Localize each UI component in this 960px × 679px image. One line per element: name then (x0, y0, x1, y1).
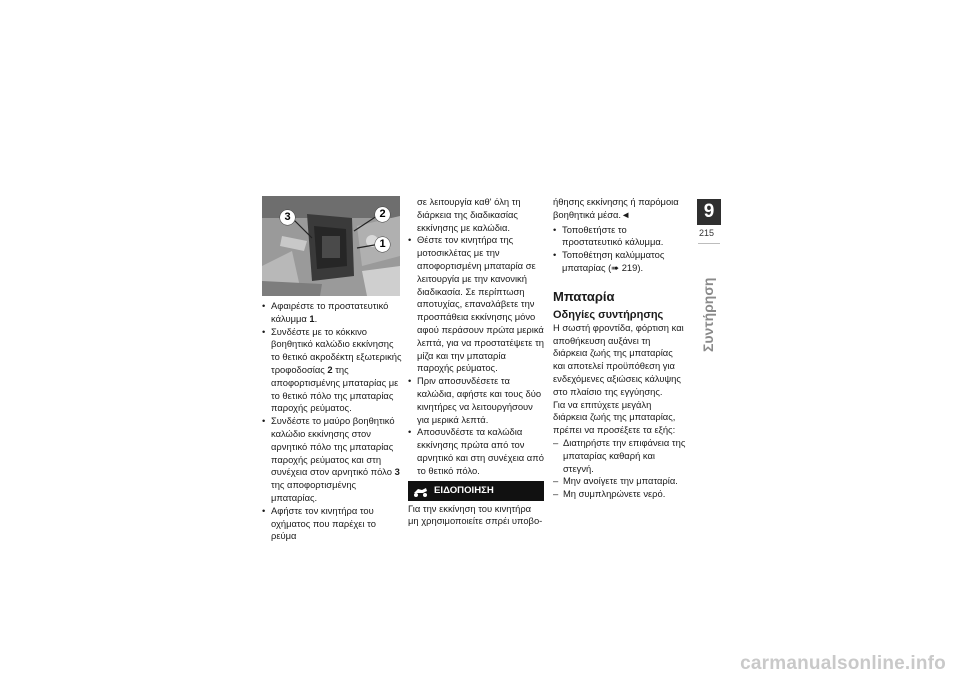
chapter-title: Συντήρηση (700, 277, 716, 352)
list-item: • Συνδέστε το μαύρο βοηθητικό καλώδιο εκκίνησης στον αρνητικό πόλο της μπαταρίας παροχής ρεύματος και στη συνέχεια στον αρνητικό πόλο 3 της αποφορτισμένης μπαταρίας. (262, 415, 402, 505)
column-1 (262, 196, 402, 543)
continued-text: ήθησης εκκίνησης ή παρόμοια βοηθητικά μέσα.◄ (553, 196, 679, 220)
list-item: • Πριν αποσυνδέσετε τα καλώδια, αφήστε και τους δύο κινητήρες να λειτουργήσουν για μερικά λεπτά. (408, 375, 544, 426)
paragraph: Η σωστή φροντίδα, φόρτιση και αποθήκευση αυξάνει τη διάρκεια ζωής της μπαταρίας και αποτελεί προϋπόθεση για ενδεχόμενες αξιώσεις κάλυψης στο πλαίσιο της εγγύησης. (553, 321, 684, 397)
column-3 (553, 196, 687, 501)
page-number: 215 (699, 228, 715, 238)
column-2 (408, 196, 544, 528)
divider (698, 243, 720, 244)
paragraph: Για να επιτύχετε μεγάλη διάρκεια ζωής της μπαταρίας, πρέπει να προσέξετε τα εξής: (553, 398, 676, 436)
list-item: • Τοποθετήστε το προστατευτικό κάλυμμα. (553, 224, 687, 250)
chapter-number: 9 (697, 199, 721, 225)
warning-label: ΕΙΔΟΠΟΙΗΣΗ (434, 484, 494, 496)
list-item: • Τοποθέτηση καλύμματος μπαταρίας (➠ 219). (553, 249, 687, 275)
page-reference: ➠ 219). (611, 261, 644, 273)
list-item: – Μην ανοίγετε την μπαταρία. (553, 475, 687, 488)
watermark: carmanualsonline.info (740, 653, 946, 674)
list-item: – Μη συμπληρώνετε νερό. (553, 488, 687, 501)
steps-list-1 (262, 300, 402, 543)
steps-list-2 (408, 234, 544, 477)
warning-text: Για την εκκίνηση του κινητήρα μη χρησιμοποιείτε σπρέι υποβο- (408, 502, 543, 527)
callout-1: 1 (375, 237, 390, 252)
section-heading: Μπαταρία (553, 288, 615, 304)
dash-list (553, 437, 687, 501)
callout-3: 3 (280, 210, 295, 225)
callout-2: 2 (375, 207, 390, 222)
list-item: • Αποσυνδέστε τα καλώδια εκκίνησης πρώτα από τον αρνητικό και στη συνέχεια από το θετικό πόλο. (408, 426, 544, 477)
list-item: • Αφαιρέστε το προστατευτικό κάλυμμα 1. (262, 300, 402, 326)
steps-list-3 (553, 224, 687, 275)
warning-header (408, 481, 544, 501)
subsection-heading: Οδηγίες συντήρησης (553, 308, 664, 321)
list-item: – Διατηρήστε την επιφάνεια της μπαταρίας καθαρή και στεγνή. (553, 437, 687, 475)
list-item: • Θέστε τον κινητήρα της μοτοσικλέτας με την αποφορτισμένη μπαταρία σε λειτουργία με την κανονική διαδικασία. Σε περίπτωση αποτυχίας, επαναλάβετε την προσπάθεια εκκίνησης μόνο αφού περάσουν πρώτα μερικά λεπτά, για να προστατέψετε τη μίζα και την μπαταρία παροχής ρεύματος. (408, 234, 544, 375)
continued-text: σε λειτουργία καθ' όλη τη διάρκεια της διαδικασίας εκκίνησης με καλώδια. (417, 196, 521, 233)
list-item: • Συνδέστε με το κόκκινο βοηθητικό καλώδιο εκκίνησης το θετικό ακροδέκτη εξωτερικής τροφοδοσίας 2 της αποφορτισμένης μπαταρίας με το θετικό πόλο της μπαταρίας παροχής ρεύματος. (262, 326, 402, 416)
battery-photo (262, 196, 400, 296)
list-item: • Αφήστε τον κινητήρα του οχήματος που παρέχει το ρεύμα (262, 505, 402, 543)
motorcycle-warning-icon (412, 484, 429, 498)
